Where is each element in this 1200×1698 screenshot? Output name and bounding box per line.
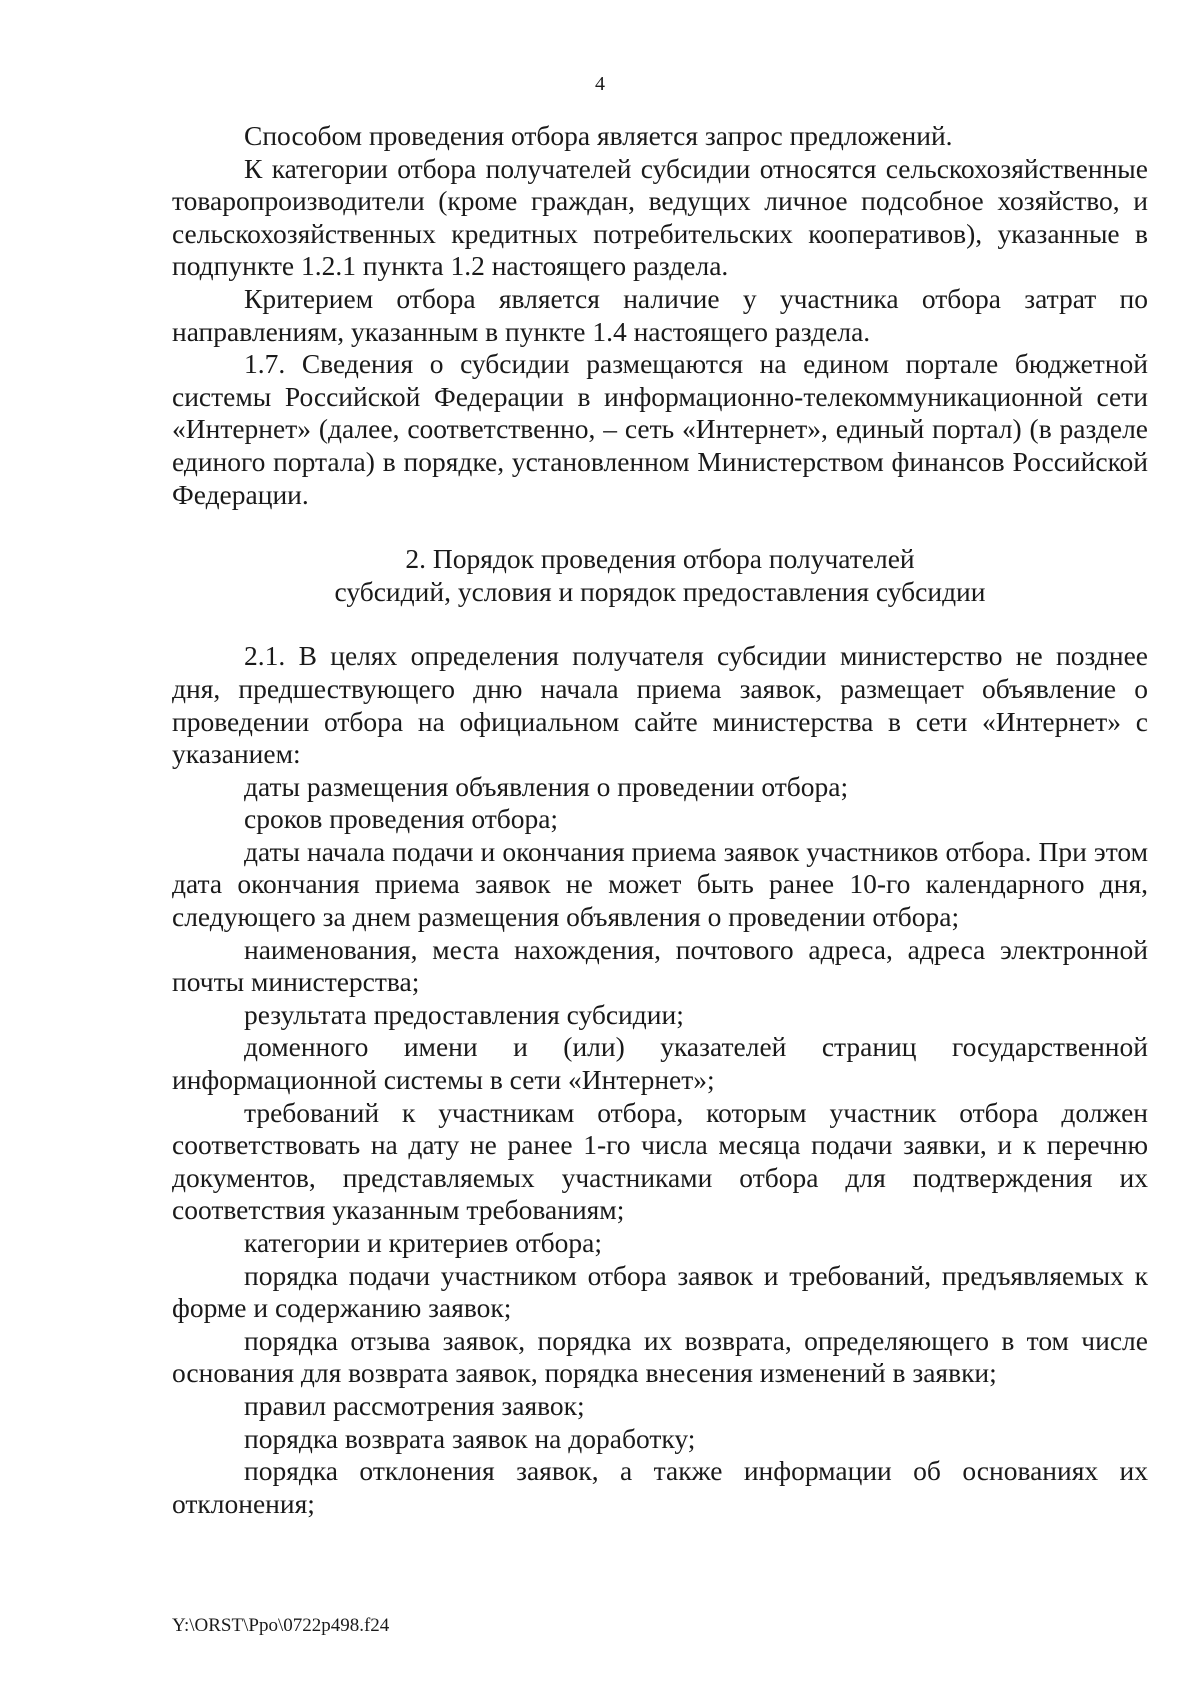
paragraph-selection-criterion: Критерием отбора является наличие у участника отбора затрат по направлениям, указанным в пункте 1.4 настоящего раздела. xyxy=(172,282,1148,347)
list-item: сроков проведения отбора; xyxy=(244,803,559,835)
page-number: 4 xyxy=(595,73,605,95)
list-item: порядка отклонения заявок, а также информации об основаниях их отклонения; xyxy=(172,1455,1148,1519)
list-item: порядка возврата заявок на доработку; xyxy=(244,1422,696,1454)
paragraph-selection-category: К категории отбора получателей субсидии относятся сельскохозяйственные товаропроизводители (кроме граждан, ведущих личное подсобное хозяйство, и сельскохозяйственных кредитных потребительских кооперативов), указанные в подпункте 1.2.1 пункта 1.2 настоящего раздела. xyxy=(172,152,1148,282)
list-item: требований к участникам отбора, которым участник отбора должен соответствовать на дату не ранее 1-го числа месяца подачи заявки, и к перечню документов, представляемых участниками отбора для подтверждения их соответствия указанным требованиям; xyxy=(172,1096,1148,1226)
section-heading-line-2: субсидий, условия и порядок предоставления субсидии xyxy=(334,575,986,607)
list-item: даты начала подачи и окончания приема заявок участников отбора. При этом дата окончания приема заявок не может быть ранее 10-го календарного дня, следующего за днем размещения объявления о проведении отбора; xyxy=(172,835,1148,933)
list-item: даты размещения объявления о проведении отбора; xyxy=(244,770,849,802)
list-item: порядка подачи участником отбора заявок и требований, предъявляемых к форме и содержанию заявок; xyxy=(172,1259,1148,1324)
paragraph-1-7: 1.7. Сведения о субсидии размещаются на едином портале бюджетной системы Российской Федерации в информационно-телекоммуникационной сети «Интернет» (далее, соответственно, – сеть «Интернет», единый портал) (в разделе единого портала) в порядке, установленном Министерством финансов Российской Федерации. xyxy=(172,348,1148,510)
list-item: наименования, места нахождения, почтового адреса, адреса электронной почты министерства; xyxy=(172,933,1148,998)
section-heading-line-1: 2. Порядок проведения отбора получателей xyxy=(405,543,915,575)
paragraph-selection-method: Способом проведения отбора является запрос предложений. xyxy=(244,120,953,151)
list-item: правил рассмотрения заявок; xyxy=(244,1389,585,1421)
footer-file-path: Y:\ORST\Ppo\0722p498.f24 xyxy=(172,1615,390,1636)
paragraph-2-1: 2.1. В целях определения получателя субсидии министерство не позднее дня, предшествующего дню начала приема заявок, размещает объявление о проведении отбора на официальном сайте министерства в сети «Интернет» с указанием: xyxy=(172,640,1148,770)
section-heading xyxy=(172,543,1148,608)
list-item: порядка отзыва заявок, порядка их возврата, определяющего в том числе основания для возврата заявок, порядка внесения изменений в заявки; xyxy=(172,1324,1148,1389)
document-body xyxy=(172,120,1148,1520)
list-item: результата предоставления субсидии; xyxy=(244,998,684,1030)
list-item: категории и критериев отбора; xyxy=(244,1227,602,1258)
list-item: доменного имени и (или) указателей страниц государственной информационной системы в сети «Интернет»; xyxy=(172,1031,1148,1096)
